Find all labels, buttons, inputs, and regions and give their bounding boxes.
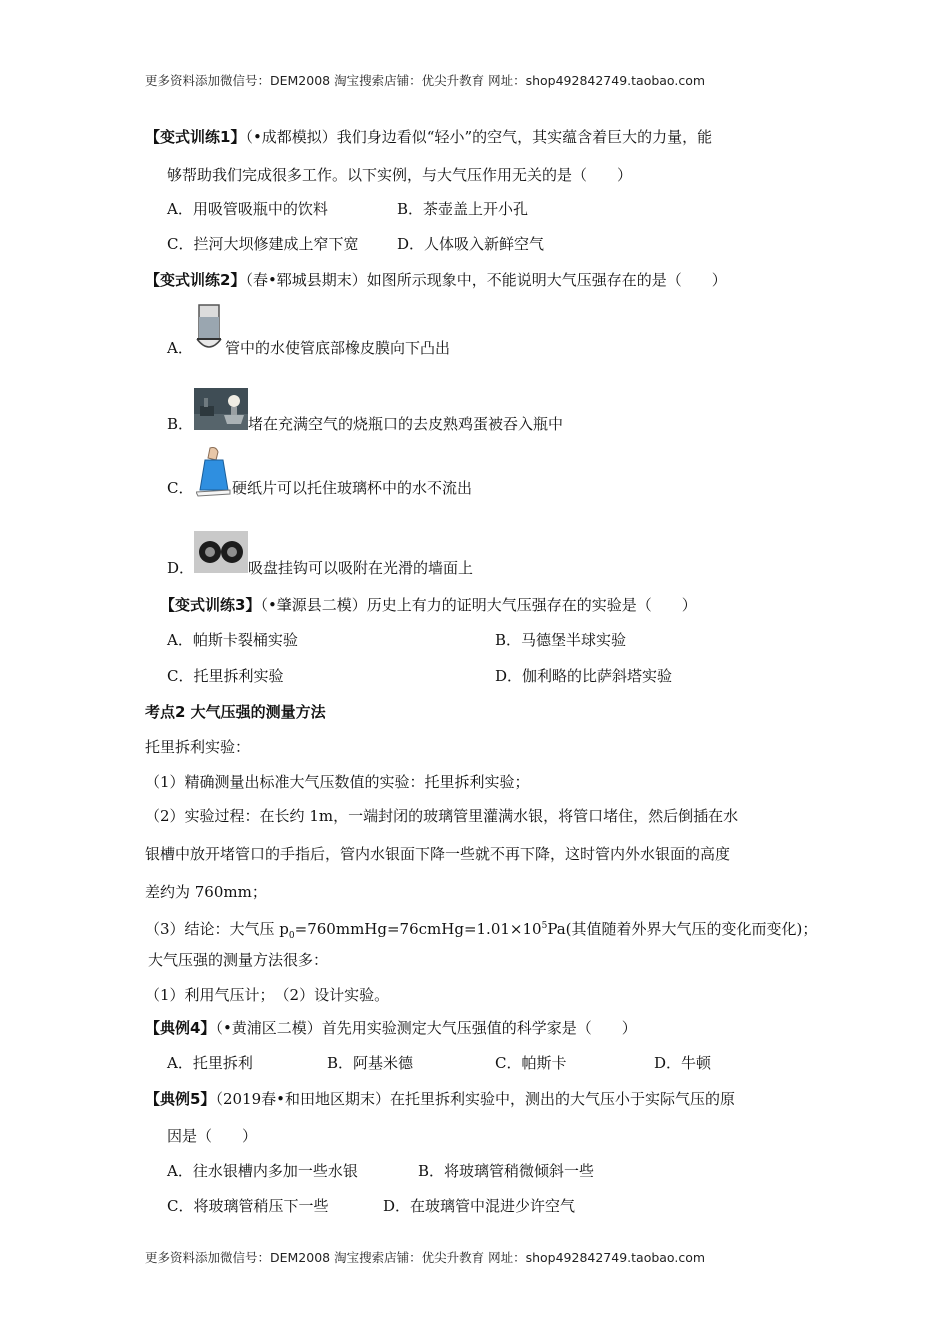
page-header: 更多资料添加微信号：DEM2008 淘宝搜索店铺：优尖升教育 网址：shop492842749.taobao.com — [145, 73, 706, 88]
conclusion-part-b: =760mmHg=76cmHg=1.01×10 — [294, 920, 542, 938]
section-line-1: 托里拆利实验： — [145, 738, 251, 756]
q2-option-c-text: 硬纸片可以托住玻璃杯中的水不流出 — [232, 479, 473, 497]
q5-tag: 【典例5】 — [145, 1090, 216, 1108]
q5-option-b: B．将玻璃管稍微倾斜一些 — [418, 1162, 595, 1180]
flask-egg-photo-icon — [194, 388, 248, 430]
conclusion-part-a: （3）结论：大气压 p — [145, 920, 289, 938]
section-title: 考点2 大气压强的测量方法 — [145, 703, 326, 721]
q2-option-c-label: C． — [167, 479, 194, 497]
page-footer: 更多资料添加微信号：DEM2008 淘宝搜索店铺：优尖升教育 网址：shop492842749.taobao.com — [145, 1250, 706, 1265]
conclusion-part-c: Pa(其值随着外界大气压的变化而变化)； — [547, 920, 818, 938]
conclusion-subscript: 0 — [288, 931, 295, 941]
q1-option-c: C．拦河大坝修建成上窄下宽 — [167, 235, 359, 253]
q5-stem2: 因是（ ） — [167, 1127, 258, 1145]
tube-membrane-icon — [193, 303, 225, 355]
section-line-2: （1）精确测量出标准大气压数值的实验：托里拆利实验； — [145, 773, 530, 791]
section-line-5: 差约为 760mm； — [145, 883, 267, 901]
q3-tag: 【变式训练3】 — [160, 596, 261, 614]
q3-option-a: A．帕斯卡裂桶实验 — [167, 631, 298, 649]
q2-line1 — [145, 269, 727, 291]
q2-tag: 【变式训练2】 — [145, 271, 246, 289]
q4-option-c: C．帕斯卡 — [495, 1054, 567, 1072]
section-line-4: 银槽中放开堵管口的手指后，管内水银面下降一些就不再下降，这时管内外水银面的高度 — [145, 845, 731, 863]
q2-stem: （春•郓城县期末）如图所示现象中，不能说明大气压强存在的是（ ） — [245, 271, 727, 289]
q3-line1 — [160, 594, 697, 616]
q5-line1 — [145, 1088, 735, 1110]
q5-option-d: D．在玻璃管中混进少许空气 — [383, 1197, 576, 1215]
q2-option-d-text: 吸盘挂钩可以吸附在光滑的墙面上 — [248, 559, 474, 577]
q4-stem: （•黄浦区二模）首先用实验测定大气压强值的科学家是（ ） — [215, 1019, 637, 1037]
q5-option-a: A．往水银槽内多加一些水银 — [167, 1162, 358, 1180]
q1-tag: 【变式训练1】 — [145, 128, 246, 146]
q2-option-d-label: D． — [167, 559, 195, 577]
q2-option-b-text: 堵在充满空气的烧瓶口的去皮熟鸡蛋被吞入瓶中 — [248, 415, 564, 433]
q5-option-c: C．将玻璃管稍压下一些 — [167, 1197, 329, 1215]
section-line-3: （2）实验过程：在长约 1m，一端封闭的玻璃管里灌满水银，将管口堵住，然后倒插在水 — [145, 807, 739, 825]
q4-option-b: B．阿基米德 — [327, 1054, 414, 1072]
q2-option-a-label: A． — [167, 339, 193, 357]
cup-card-icon — [196, 446, 232, 498]
section-line-6 — [145, 915, 817, 947]
q4-line1 — [145, 1017, 637, 1039]
q4-option-a: A．托里拆利 — [167, 1054, 253, 1072]
q3-stem: （•肇源县二模）历史上有力的证明大气压强存在的实验是（ ） — [260, 596, 697, 614]
q1-stem1: （•成都模拟）我们身边看似“轻小”的空气，其实蕴含着巨大的力量，能 — [245, 128, 713, 146]
q3-option-b: B．马德堡半球实验 — [495, 631, 627, 649]
q3-option-c: C．托里拆利实验 — [167, 667, 284, 685]
q1-stem2: 够帮助我们完成很多工作。以下实例，与大气压作用无关的是（ ） — [167, 166, 633, 184]
section-line-7: 大气压强的测量方法很多： — [148, 951, 329, 969]
q1-line1 — [145, 126, 712, 148]
section-line-8: （1）利用气压计； （2）设计实验。 — [145, 986, 390, 1004]
q4-option-d: D．牛顿 — [654, 1054, 712, 1072]
q1-option-a: A．用吸管吸瓶中的饮料 — [167, 200, 328, 218]
q5-stem1: （2019春•和田地区期末）在托里拆利实验中，测出的大气压小于实际气压的原 — [215, 1090, 735, 1108]
q1-option-d: D．人体吸入新鲜空气 — [397, 235, 545, 253]
q3-option-d: D．伽利略的比萨斜塔实验 — [495, 667, 673, 685]
q4-tag: 【典例4】 — [145, 1019, 216, 1037]
conclusion-superscript: 5 — [541, 921, 548, 931]
q2-option-b-label: B． — [167, 415, 194, 433]
suction-cup-photo-icon — [194, 531, 248, 573]
q1-option-b: B．茶壶盖上开小孔 — [397, 200, 529, 218]
q2-option-a-text: 管中的水使管底部橡皮膜向下凸出 — [225, 339, 451, 357]
